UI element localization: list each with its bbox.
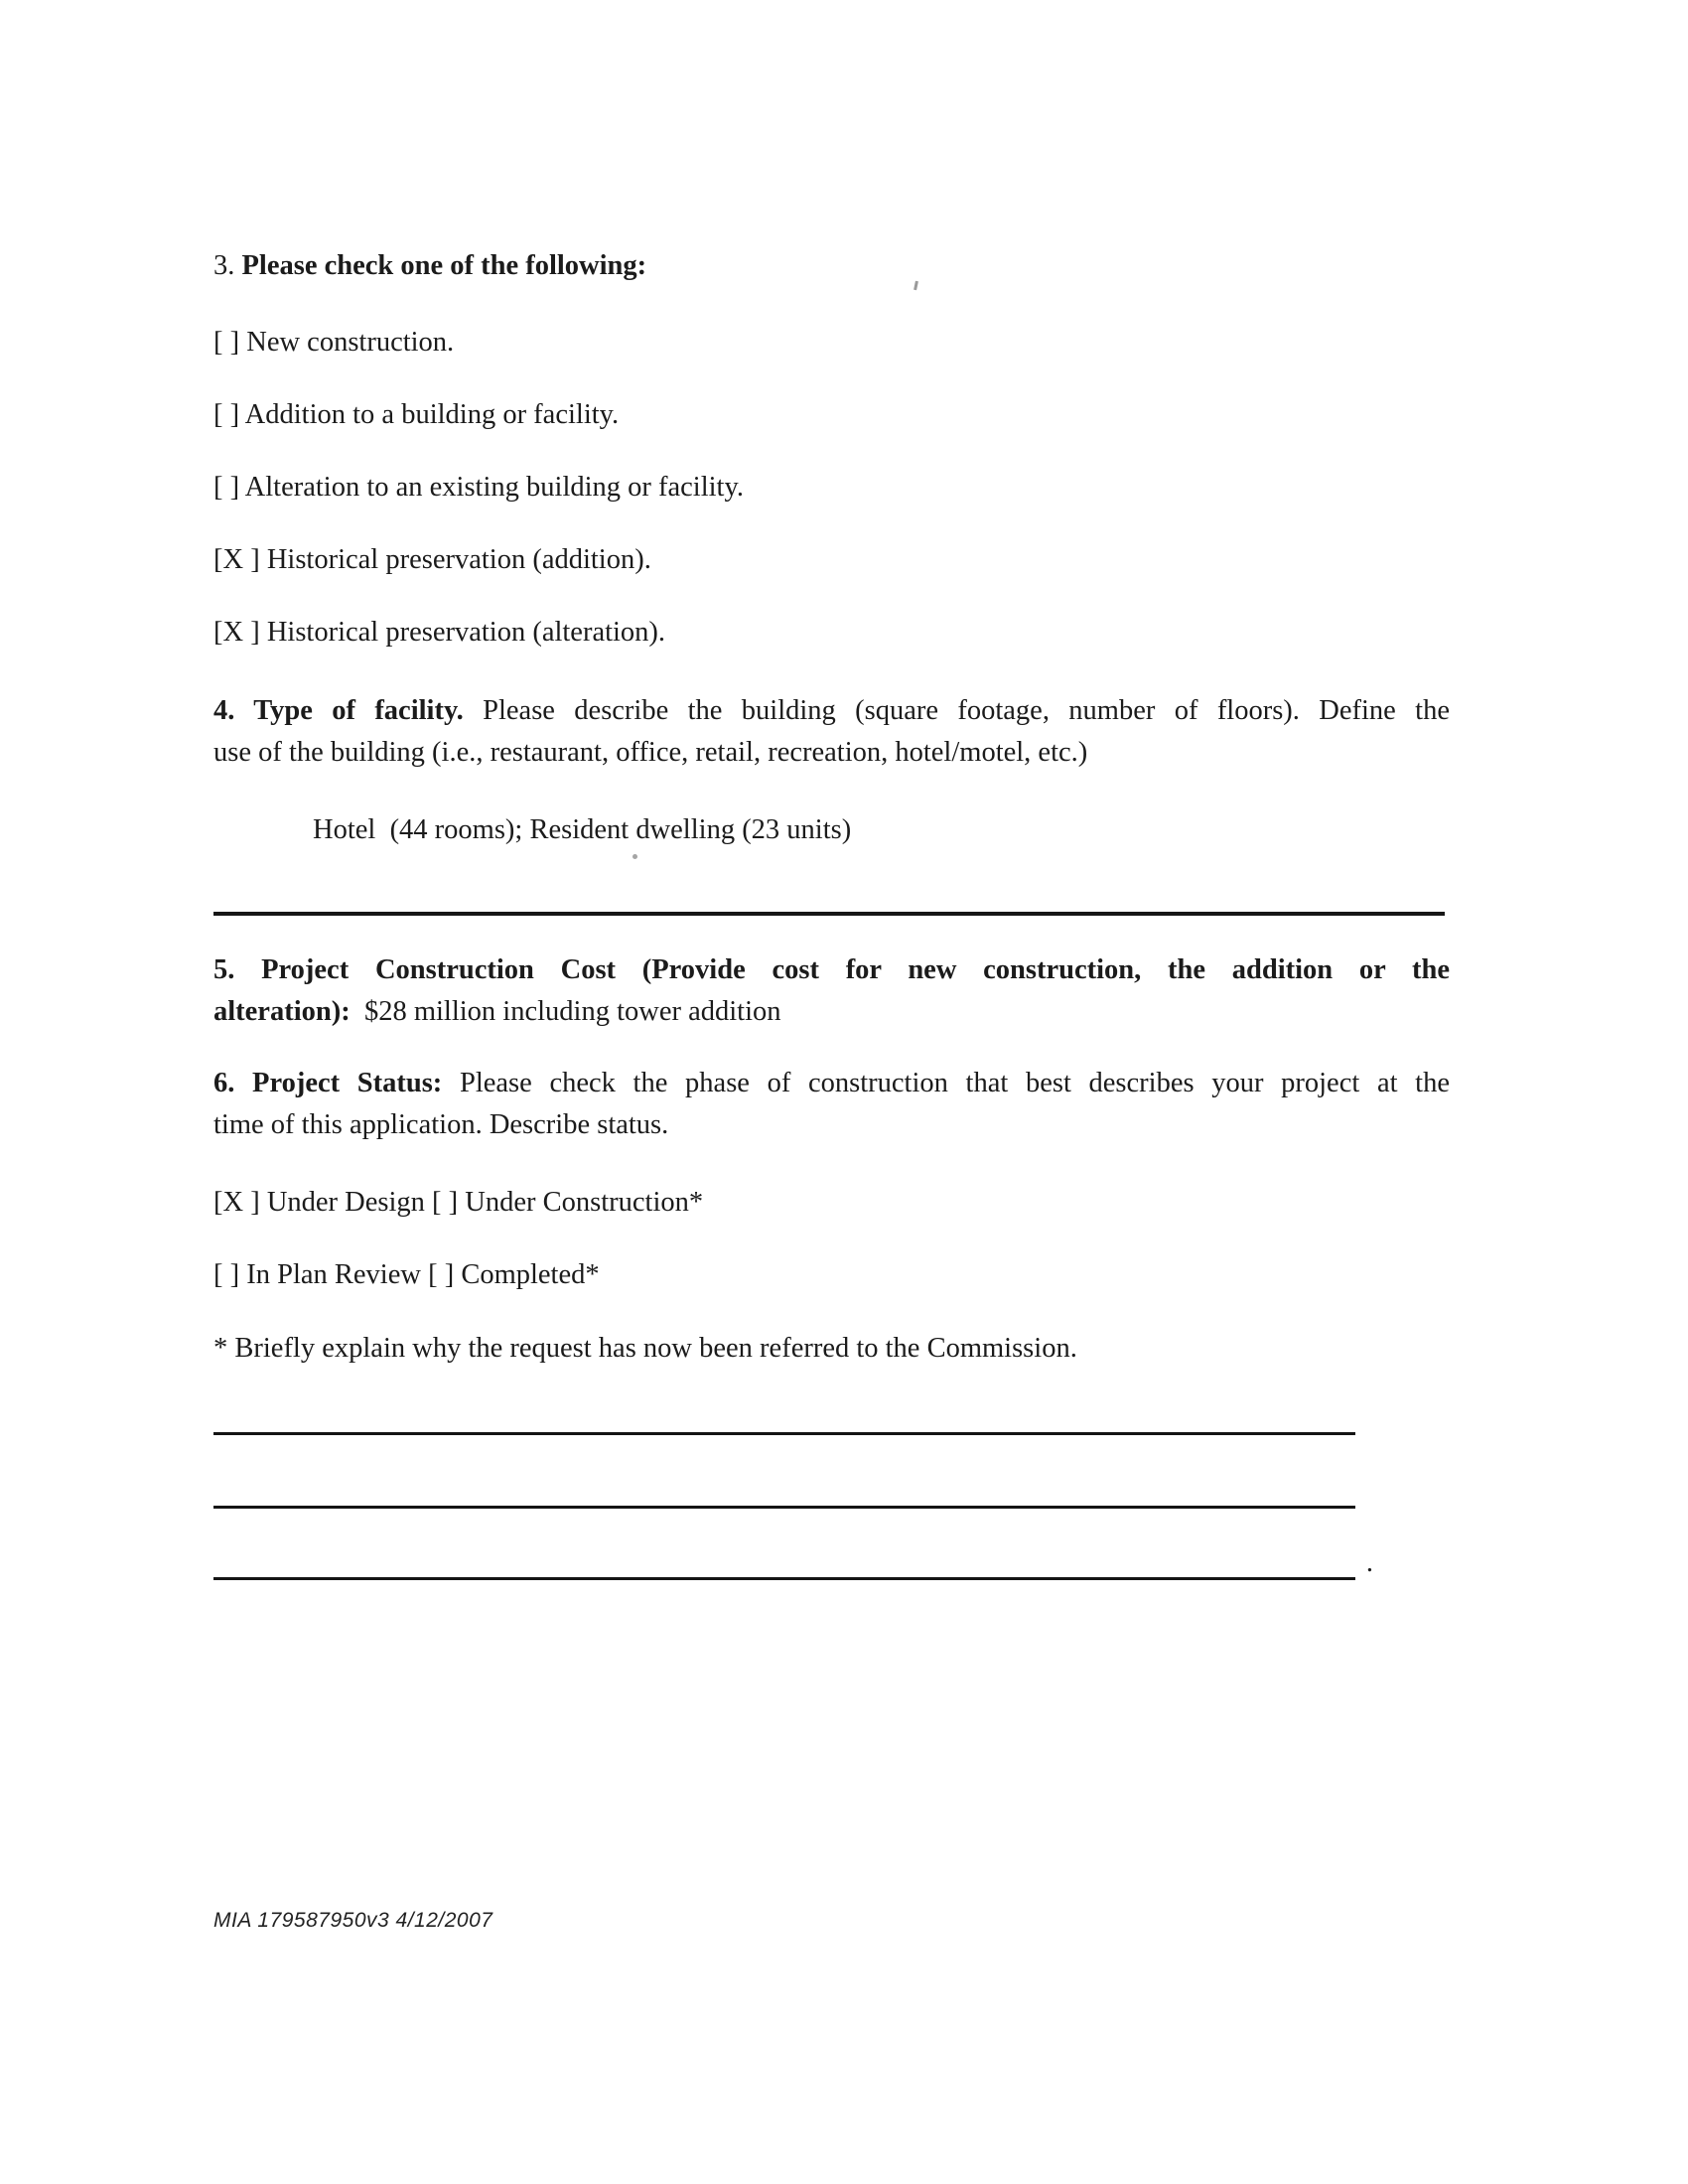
section6-line1 <box>213 1063 1450 1104</box>
label-completed: Completed* <box>454 1259 600 1290</box>
section3-heading <box>213 245 1450 287</box>
option-new-construction <box>213 322 1450 364</box>
trailing-period: . <box>1365 1547 1373 1578</box>
option-label-alteration: Alteration to an existing building or facility. <box>239 472 745 503</box>
section5-heading-part1: 5. Project Construction Cost (Provide cost for new construction, the addition or the <box>213 954 1450 985</box>
checkbox-in-plan-review: [ ] <box>213 1259 240 1290</box>
section3-number: 3. <box>213 250 235 281</box>
section4-line2: use of the building (i.e., restaurant, office, retail, recreation, hotel/motel, etc.) <box>213 737 1088 768</box>
status-row-2 <box>213 1254 1450 1296</box>
section6-line1-text: Please check the phase of construction that best describes your project at the <box>442 1068 1450 1098</box>
section6-line2: time of this application. Describe status. <box>213 1109 669 1140</box>
answer-blank-line-1 <box>213 1432 1355 1435</box>
option-label-new-construction: New construction. <box>239 327 455 358</box>
commission-note: * Briefly explain why the request has now been referred to the Commission. <box>213 1333 1077 1364</box>
checkbox-under-construction: [ ] <box>432 1187 459 1218</box>
checkbox-addition: [ ] <box>213 399 240 430</box>
checkbox-historical-addition: [X ] <box>213 544 260 575</box>
label-in-plan-review: In Plan Review <box>239 1259 429 1290</box>
option-historical-alteration <box>213 612 1450 654</box>
section6-heading: 6. Project Status: <box>213 1068 443 1098</box>
option-alteration <box>213 467 1450 509</box>
status-row-1 <box>213 1182 1450 1224</box>
option-label-historical-alteration: Historical preservation (alteration). <box>259 617 666 648</box>
scan-artifact <box>633 854 637 859</box>
blank-write-in-line <box>213 1432 1355 1435</box>
section5-heading-part2: alteration): <box>213 996 351 1027</box>
document-footer: MIA 179587950v3 4/12/2007 <box>213 1909 493 1932</box>
label-under-construction: Under Construction* <box>458 1187 704 1218</box>
section4-line1 <box>213 690 1450 732</box>
checkbox-new-construction: [ ] <box>213 327 240 358</box>
option-addition <box>213 394 1450 436</box>
option-historical-addition <box>213 539 1450 581</box>
checkbox-alteration: [ ] <box>213 472 240 503</box>
answer-blank-line-3 <box>213 1547 1373 1580</box>
section4-line1-text: Please describe the building (square footage, number of floors). Define the <box>463 695 1450 726</box>
checkbox-completed: [ ] <box>428 1259 455 1290</box>
answer-blank-line-2 <box>213 1506 1355 1509</box>
checkbox-historical-alteration: [X ] <box>213 617 260 648</box>
checkbox-under-design: [X ] <box>213 1187 260 1218</box>
section5-cost-value: $28 million including tower addition <box>350 996 781 1027</box>
section3-title: Please check one of the following: <box>234 250 647 281</box>
blank-write-in-line <box>213 1506 1355 1509</box>
section4-answer: Hotel (44 rooms); Resident dwelling (23 units) <box>313 814 852 845</box>
label-under-design: Under Design <box>259 1187 433 1218</box>
form-content <box>213 245 1450 1580</box>
blank-write-in-line <box>213 1577 1355 1580</box>
section-divider-line <box>213 912 1445 916</box>
section5-line2 <box>213 991 1450 1033</box>
option-label-historical-addition: Historical preservation (addition). <box>259 544 651 575</box>
section5-line1 <box>213 949 1450 991</box>
section4-heading: 4. Type of facility. <box>213 695 464 726</box>
option-label-addition: Addition to a building or facility. <box>239 399 620 430</box>
